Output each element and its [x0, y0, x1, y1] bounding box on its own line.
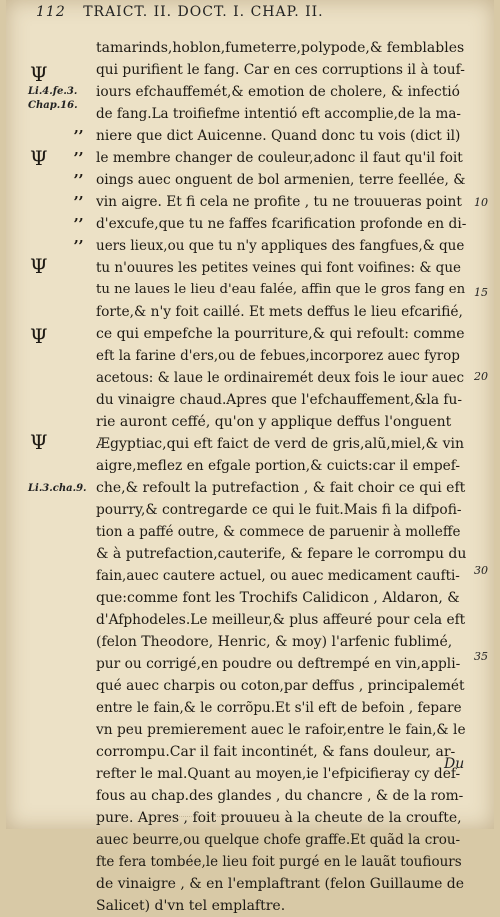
text-line: tu ne laues le lieu d'eau falée, affin que le gros fang en [96, 282, 466, 297]
text-line: vin aigre. Et fi cela ne profite , tu ne trouueras point [96, 194, 462, 210]
text-line: d'Afphodeles.Le meilleur,& plus affeuré pour cela eft [96, 612, 466, 628]
line-number: 15 [474, 286, 488, 299]
line-number: 30 [474, 564, 488, 577]
text-line: auec beurre,ou quelque chofe graffe.Et quãd la crou- [96, 832, 461, 848]
quote-mark: ,, [74, 208, 84, 224]
body-text [96, 37, 466, 917]
herb-symbol-icon: Ψ [30, 430, 48, 454]
text-line: niere que dict Auicenne. Quand donc tu vois (dict il) [96, 128, 461, 144]
text-line: de fang.La troifiefme intentió eft accomplie,de la ma- [96, 106, 461, 122]
text-line: aigre,meflez en efgale portion,& cuicts:car il empef- [96, 458, 460, 474]
text-line: le membre changer de couleur,adonc il faut qu'il foit [96, 150, 463, 166]
text-line: acetous: & laue le ordinairemét deux fois le iour auec [96, 370, 465, 386]
text-line: (felon Theodore, Henric, & moy) l'arfenic fublimé, [96, 634, 453, 650]
paper-mark [156, 800, 276, 817]
text-line: fte fera tombée,le lieu foit purgé en le lauãt toufiours [96, 854, 462, 870]
text-line: Ægyptiac,qui eft faict de verd de gris,alũ,miel,& vin [96, 436, 464, 452]
page-number: 112 [36, 4, 66, 20]
text-line: ce qui empefche la pourriture,& qui refoult: comme [96, 326, 465, 342]
text-line: de vinaigre , & en l'emplaftrant (felon Guillaume de [96, 876, 465, 892]
text-line: oings auec onguent de bol armenien, terre feellée, & [96, 172, 466, 188]
margin-reference: Chap.16. [28, 100, 78, 111]
quote-mark: ,, [74, 142, 84, 158]
line-number: 35 [474, 650, 488, 663]
text-line: pur ou corrigé,en poudre ou deftrempé en vin,appli- [96, 656, 461, 672]
catchword: Du [444, 756, 465, 772]
text-line: vn peu premierement auec le rafoir,entre le fain,& le [96, 722, 466, 738]
running-head-title: TRAICT. II. DOCT. I. CHAP. II. [83, 4, 324, 20]
text-line: qui purifient le fang. Car en ces corruptions il à touf- [96, 62, 465, 78]
text-line: que:comme font les Trochifs Calidicon , Aldaron, & [96, 590, 460, 606]
text-line: forte,& n'y foit caillé. Et mets deffus le lieu efcarifié, [96, 304, 463, 320]
text-line: tu n'ouures les petites veines qui font voifines: & que [96, 260, 462, 276]
margin-reference: Li.3.cha.9. [28, 483, 87, 494]
text-line: & à putrefaction,cauterife, & fepare le corrompu du [96, 546, 466, 562]
line-number: 10 [474, 196, 488, 209]
quote-mark: ,, [74, 230, 84, 246]
text-line: entre le fain,& le corrõpu.Et s'il eft de befoin , fepare [96, 700, 462, 716]
running-header [36, 4, 476, 26]
text-line: refter le mal.Quant au moyen,ie l'efpicifieray cy def- [96, 766, 461, 782]
quote-mark: ,, [74, 186, 84, 202]
margin-reference: Li.4.fe.3. [28, 86, 78, 97]
text-line: che,& refoult la putrefaction , & fait choir ce qui eft [96, 480, 466, 496]
herb-symbol-icon: Ψ [30, 324, 48, 348]
text-line: pourry,& contregarde ce qui le fuit.Mais fi la difpofi- [96, 502, 462, 518]
book-page [6, 0, 494, 914]
text-line: qué auec charpis ou coton,par deffus , principalemét [96, 678, 465, 694]
text-line: d'excufe,que tu ne faffes fcarification profonde en di- [96, 216, 466, 232]
quote-mark: ,, [74, 120, 84, 136]
text-line: fain,auec cautere actuel, ou auec medicament caufti- [96, 568, 460, 584]
herb-symbol-icon: Ψ [30, 62, 48, 86]
herb-symbol-icon: Ψ [30, 146, 48, 170]
text-line: corrompu.Car il fait incontinét, & fans douleur, ar- [96, 744, 456, 760]
line-number: 20 [474, 370, 488, 383]
text-line: iours efchauffemét,& emotion de cholere, & infectió [96, 84, 460, 100]
text-line: pure. Apres , foit prouueu à la cheute de la croufte, [96, 810, 462, 826]
herb-symbol-icon: Ψ [30, 254, 48, 278]
text-line: tion a paffé outre, & commece de paruenir à molleffe [96, 524, 461, 540]
text-line: Salicet) d'vn tel emplaftre. [96, 898, 286, 914]
quote-mark: ,, [74, 164, 84, 180]
text-line: eft la farine d'ers,ou de febues,incorporez auec fyrop [96, 348, 460, 364]
text-line: rie auront ceffé, qu'on y applique deffus l'onguent [96, 414, 452, 430]
text-line: tamarinds,hoblon,fumeterre,polypode,& femblables [96, 40, 465, 56]
text-line: du vinaigre chaud.Apres que l'efchauffement,&la fu- [96, 392, 462, 408]
text-line: uers lieux,ou que tu n'y appliques des fangfues,& que [96, 238, 465, 254]
text-line: fous au chap.des glandes , du chancre , & de la rom- [96, 788, 464, 804]
